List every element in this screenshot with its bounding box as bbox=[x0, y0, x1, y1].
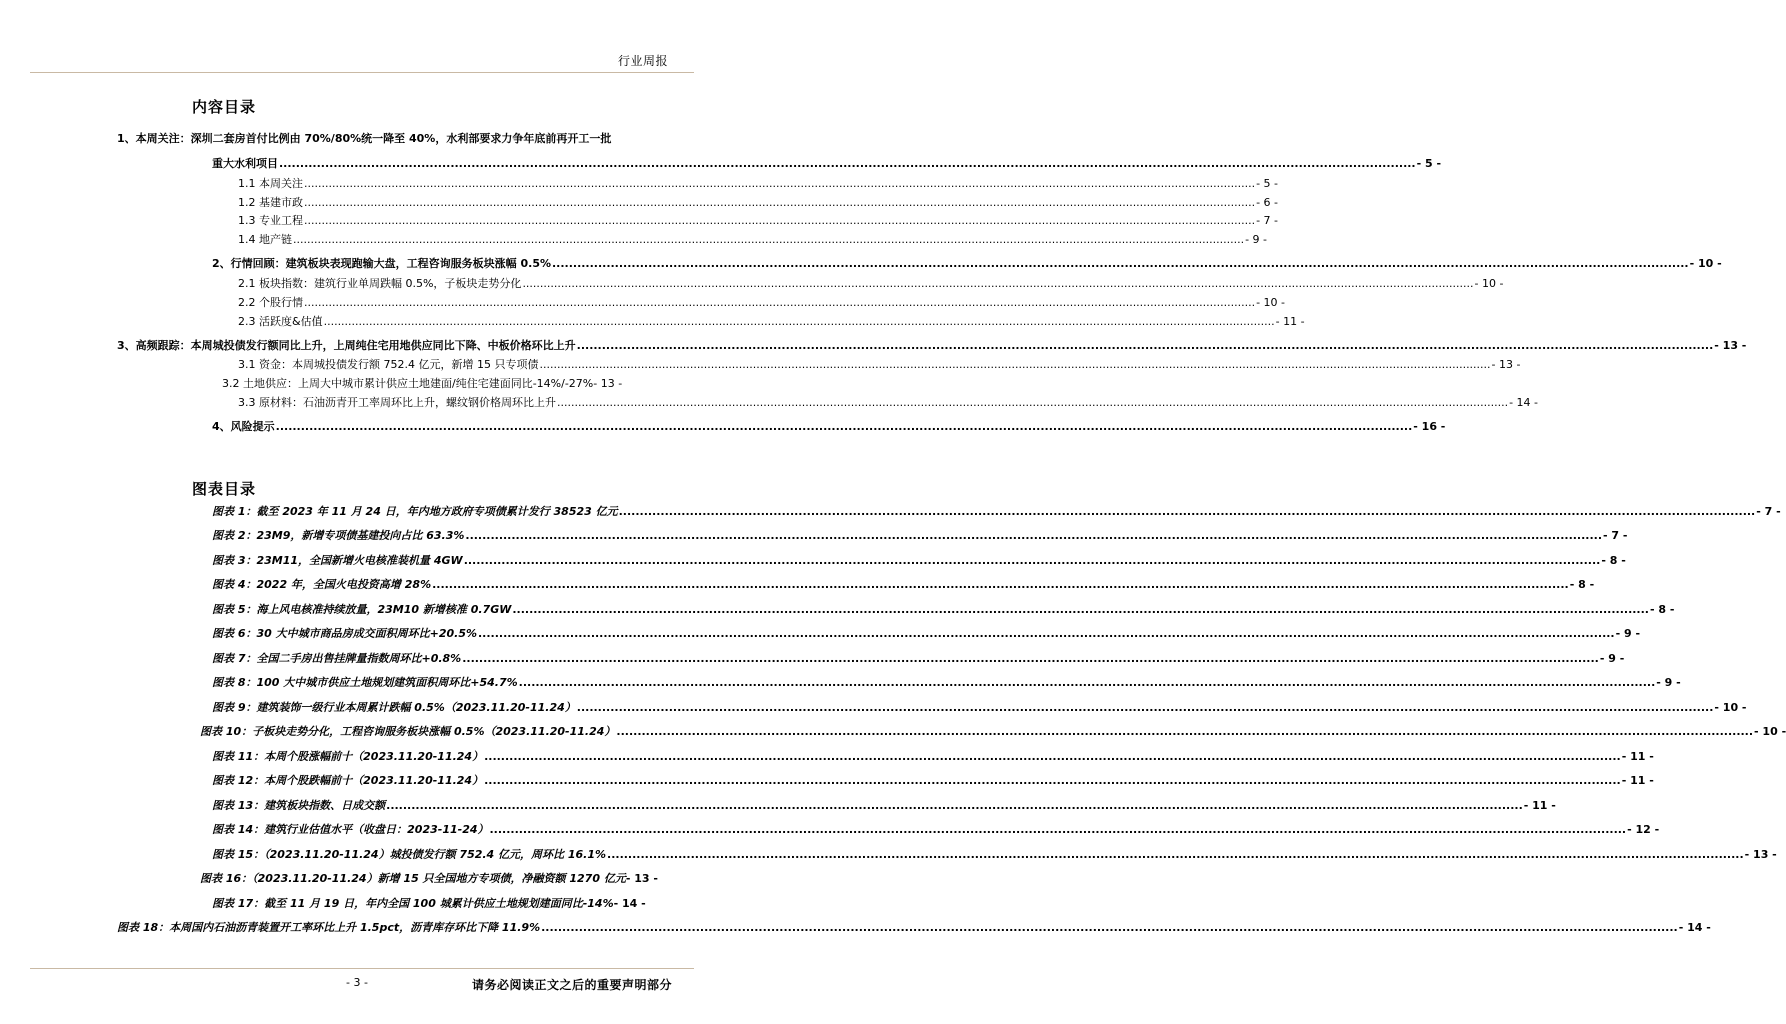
figure-entry[interactable]: 图表 18：本周国内石油沥青装置开工率环比上升 1.5pct，沥青库存环比下降 11.9% ..... - 14 - bbox=[117, 921, 699, 935]
page-number: - 3 - bbox=[346, 976, 368, 989]
figures-title: 图表目录 bbox=[192, 480, 257, 498]
toc-entry[interactable]: 4、风险提示 ..... - 16 - bbox=[212, 420, 675, 434]
figure-entry[interactable]: 图表 7：全国二手房出售挂牌量指数周环比+0.8% ..... - 9 - bbox=[212, 652, 675, 666]
figure-entry[interactable]: 图表 12：本周个股跌幅前十（2023.11.20-11.24） ..... - 11 - bbox=[212, 774, 675, 788]
figure-entry[interactable]: 图表 17：截至 11 月 19 日，年内全国 100 城累计供应土地规划建面同比-14% - 14 - bbox=[212, 897, 646, 910]
figure-entry[interactable]: 图表 11：本周个股涨幅前十（2023.11.20-11.24） ..... - 11 - bbox=[212, 750, 675, 764]
toc-entry[interactable]: 2.2 个股行情 ..... - 10 - bbox=[238, 296, 675, 310]
toc-entry[interactable]: 1.1 本周关注 ..... - 5 - bbox=[238, 177, 675, 191]
toc-entry[interactable]: 2、行情回顾：建筑板块表现跑输大盘，工程咨询服务板块涨幅 0.5% ..... - 10 - bbox=[212, 257, 675, 271]
figure-entry[interactable]: 图表 10：子板块走势分化，工程咨询服务板块涨幅 0.5%（2023.11.20-11.24） ..... - 10 - bbox=[200, 725, 682, 739]
toc-entry[interactable]: 2.1 板块指数：建筑行业单周跌幅 0.5%，子板块走势分化 ..... - 10 - bbox=[238, 277, 675, 291]
figure-entry[interactable]: 图表 5：海上风电核准持续放量，23M10 新增核准 0.7GW ..... - 8 - bbox=[212, 603, 675, 617]
toc-entry[interactable]: 重大水利项目 ..... - 5 - bbox=[212, 157, 675, 171]
toc-entry[interactable]: 1、本周关注：深圳二套房首付比例由 70%/80%统一降至 40%，水利部要求力争年底前再开工一批 bbox=[117, 132, 612, 145]
figure-entry[interactable]: 图表 13：建筑板块指数、日成交额 ..... - 11 - bbox=[212, 799, 675, 813]
figure-entry[interactable]: 图表 14：建筑行业估值水平（收盘日：2023-11-24） ..... - 12 - bbox=[212, 823, 675, 837]
toc-entry[interactable]: 3、高频跟踪：本周城投债发行额同比上升，上周纯住宅用地供应同比下降、中板价格环比上升 ..... - 13 - bbox=[117, 339, 701, 353]
toc-entry[interactable]: 3.1 资金：本周城投债发行额 752.4 亿元，新增 15 只专项债 ..... - 13 - bbox=[238, 358, 675, 372]
figure-entry[interactable]: 图表 8：100 大中城市供应土地规划建筑面积周环比+54.7% ..... - 9 - bbox=[212, 676, 675, 690]
figure-entry[interactable]: 图表 6：30 大中城市商品房成交面积周环比+20.5% ..... - 9 - bbox=[212, 627, 675, 641]
toc-title: 内容目录 bbox=[192, 98, 257, 116]
figure-entry[interactable]: 图表 3：23M11，全国新增火电核准装机量 4GW ..... - 8 - bbox=[212, 554, 675, 568]
figure-entry[interactable]: 图表 9：建筑装饰一级行业本周累计跌幅 0.5%（2023.11.20-11.24） ..... - 10 - bbox=[212, 701, 675, 715]
header-divider bbox=[30, 72, 694, 73]
figure-entry[interactable]: 图表 16：（2023.11.20-11.24）新增 15 只全国地方专项债，净融资额 1270 亿元 - 13 - bbox=[200, 872, 658, 885]
report-type-label: 行业周报 bbox=[617, 54, 668, 68]
toc-entry[interactable]: 1.4 地产链 ..... - 9 - bbox=[238, 233, 675, 247]
disclaimer-note: 请务必阅读正文之后的重要声明部分 bbox=[471, 978, 672, 992]
toc-entry[interactable]: 1.2 基建市政 ..... - 6 - bbox=[238, 196, 675, 210]
footer-divider bbox=[30, 968, 694, 969]
figure-entry[interactable]: 图表 15：（2023.11.20-11.24）城投债发行额 752.4 亿元，周环比 16.1% ..... - 13 - bbox=[212, 848, 675, 862]
figure-entry[interactable]: 图表 2：23M9，新增专项债基建投向占比 63.3% ..... - 7 - bbox=[212, 529, 675, 543]
toc-entry[interactable]: 1.3 专业工程 ..... - 7 - bbox=[238, 214, 675, 228]
toc-entry[interactable]: 2.3 活跃度&估值 ..... - 11 - bbox=[238, 315, 675, 329]
toc-entry[interactable]: 3.2 土地供应：上周大中城市累计供应土地建面/纯住宅建面同比-14%/-27% - 13 - bbox=[222, 377, 623, 390]
figure-entry[interactable]: 图表 4：2022 年，全国火电投资高增 28% ..... - 8 - bbox=[212, 578, 675, 592]
figure-entry[interactable]: 图表 1：截至 2023 年 11 月 24 日，年内地方政府专项债累计发行 38523 亿元 ..... - 7 - bbox=[212, 505, 675, 519]
toc-entry[interactable]: 3.3 原材料：石油沥青开工率周环比上升，螺纹钢价格周环比上升 ..... - 14 - bbox=[238, 396, 675, 410]
